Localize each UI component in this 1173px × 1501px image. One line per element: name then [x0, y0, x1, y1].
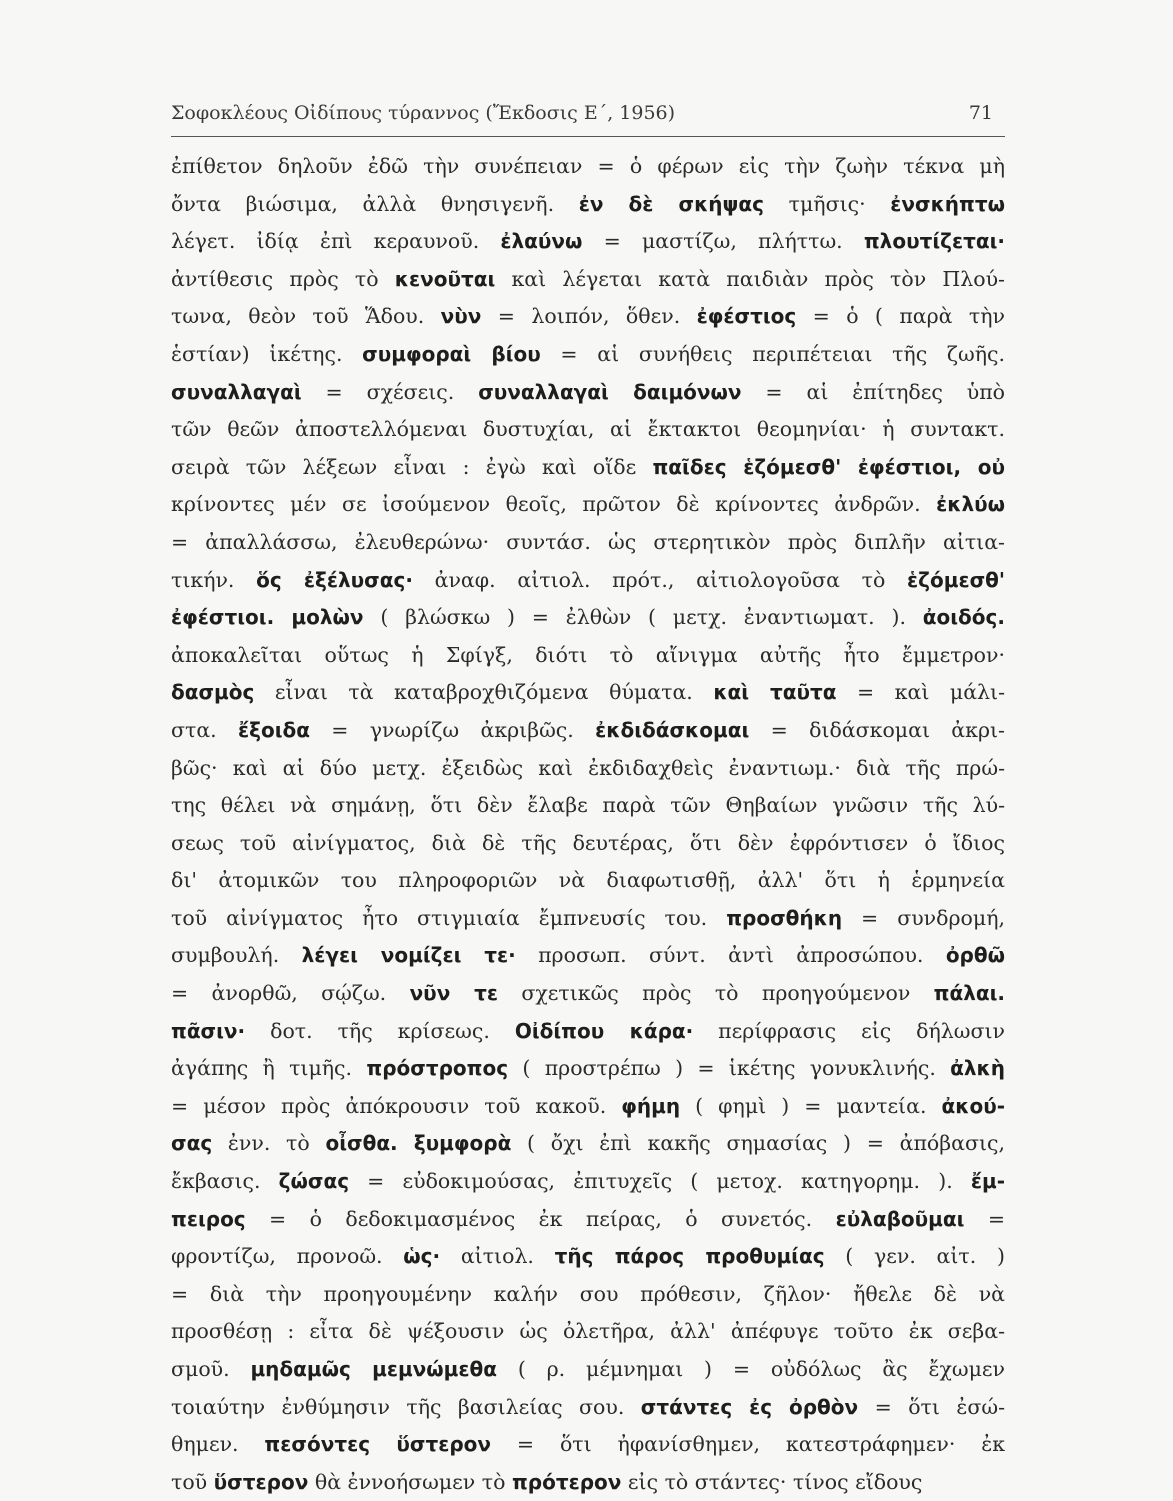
- gloss-text: = γνωρίζω ἀκριβῶς.: [309, 717, 596, 742]
- gloss-text: ἀναφ. αἰτιολ. πρότ., αἰτιολογοῦσα τὸ: [412, 567, 908, 592]
- text-line: [171, 186, 1005, 224]
- lemma-term: στάντες ἐς ὀρθὸν: [640, 1394, 859, 1419]
- lemma-term: ἀοιδός.: [922, 605, 1005, 630]
- gloss-text: λέγετ. ἰδίᾳ ἐπὶ κεραυνοῦ.: [171, 229, 501, 254]
- text-line: [171, 787, 1005, 825]
- lemma-term: ἀλκὴ: [950, 1056, 1005, 1081]
- text-line: [171, 449, 1005, 487]
- gloss-text: εἶναι τὰ καταβροχθιζόμενα θύματα.: [254, 680, 714, 705]
- lemma-term: ὅς ἐξέλυσας·: [256, 567, 413, 592]
- lemma-term: Οἰδίπου κάρα·: [514, 1018, 694, 1043]
- gloss-text: σεως τοῦ αἰνίγματος, διὰ δὲ τῆς δευτέρας, ὅτι δὲν ἐφρόντισεν ὁ ἴδιος: [171, 830, 1005, 855]
- lemma-term: νὺν: [440, 304, 482, 329]
- gloss-text: τῶν θεῶν ἀποστελλόμεναι δυστυχίαι, αἱ ἔκτακτοι θεομηνίαι· ἡ συντακτ.: [171, 417, 1005, 442]
- text-line: [171, 298, 1005, 336]
- text-line: [171, 1125, 1005, 1163]
- lemma-term: καὶ ταῦτα: [713, 680, 837, 705]
- gloss-text: ὄντα βιώσιμα, ἀλλὰ θνησιγενῆ.: [171, 191, 579, 216]
- text-line: [171, 674, 1005, 712]
- text-line: [171, 1426, 1005, 1464]
- text-line: [171, 336, 1005, 374]
- lemma-term: ἀκού-: [941, 1093, 1005, 1118]
- gloss-text: τωνα, θεὸν τοῦ Ἅδου.: [171, 304, 441, 329]
- lemma-term: ἑζόμεσθ': [907, 567, 1005, 592]
- lemma-term: λέγει νομίζει τε·: [301, 943, 516, 968]
- gloss-text: = ὁ ( παρὰ τὴν: [796, 304, 1005, 329]
- lemma-term: προσθήκη: [726, 905, 843, 930]
- lemma-term: ἐν δὲ σκήψας: [578, 191, 765, 216]
- text-line: [171, 1163, 1005, 1201]
- lemma-term: παῖδες ἑζόμεσθ' ἐφέστιοι, οὐ: [652, 454, 1005, 479]
- text-line: [171, 825, 1005, 863]
- lemma-term: ἔξοιδα: [238, 717, 310, 742]
- lemma-term: φήμη: [621, 1093, 681, 1118]
- text-line: [171, 862, 1005, 900]
- text-line: [171, 562, 1005, 600]
- gloss-text: = εὐδοκιμούσας, ἐπιτυχεῖς ( μετοχ. κατηγορημ. ).: [349, 1169, 971, 1194]
- gloss-text: ( ὄχι ἐπὶ κακῆς σημασίας ) = ἀπόβασις,: [511, 1131, 1005, 1156]
- lemma-term: πρόστροπος: [366, 1056, 509, 1081]
- gloss-text: ἐνν. τὸ: [212, 1131, 326, 1156]
- lemma-term: ἐκδιδάσκομαι: [595, 717, 750, 742]
- gloss-text: = αἱ ἐπίτηδες ὑπὸ: [741, 379, 1005, 404]
- lemma-term: συμφοραὶ βίου: [362, 341, 541, 366]
- gloss-text: ἑστίαν) ἱκέτης.: [171, 341, 363, 366]
- gloss-text: εἰς τὸ στάντες· τίνος εἴδους: [621, 1469, 923, 1494]
- gloss-text: ( φημὶ ) = μαντεία.: [680, 1093, 942, 1118]
- text-line: [171, 1238, 1005, 1276]
- text-line: [171, 1276, 1005, 1314]
- text-line: [171, 411, 1005, 449]
- gloss-text: = σχέσεις.: [301, 379, 479, 404]
- gloss-text: ( προστρέπω ) = ἱκέτης γονυκλινής.: [508, 1056, 951, 1081]
- gloss-text: καὶ λέγεται κατὰ παιδιὰν πρὸς τὸν Πλού-: [495, 266, 1005, 291]
- lemma-term: εὐλαβοῦμαι: [835, 1206, 965, 1231]
- text-line: [171, 975, 1005, 1013]
- gloss-text: = ὁ δεδοκιμασμένος ἐκ πείρας, ὁ συνετός.: [245, 1206, 836, 1231]
- text-line: [171, 486, 1005, 524]
- gloss-text: ( ρ. μέμνημαι ) = οὐδόλως ἂς ἔχωμεν: [497, 1357, 1005, 1381]
- text-line: [171, 223, 1005, 261]
- gloss-text: δοτ. τῆς κρίσεως.: [245, 1018, 515, 1043]
- gloss-text: ἔκβασις.: [171, 1169, 279, 1194]
- gloss-text: αἰτιολ.: [440, 1244, 555, 1269]
- gloss-text: της θέλει νὰ σημάνῃ, ὅτι δὲν ἔλαβε παρὰ τῶν Θηβαίων γνῶσιν τῆς λύ-: [171, 793, 1005, 818]
- gloss-text: = ὅτι ἠφανίσθημεν, κατεστράφημεν· ἐκ: [491, 1432, 1005, 1457]
- gloss-text: ἀγάπης ἢ τιμῆς.: [171, 1056, 367, 1081]
- gloss-text: τοιαύτην ἐνθύμησιν τῆς βασιλείας σου.: [171, 1394, 641, 1419]
- gloss-text: σχετικῶς πρὸς τὸ προηγούμενον: [498, 981, 934, 1006]
- text-line: [171, 750, 1005, 788]
- lemma-term: ὀρθῶ: [945, 943, 1005, 968]
- gloss-text: = ἀπαλλάσσω, ἐλευθερώνω· συντάσ. ὡς στερητικὸν πρὸς διπλῆν αἰτια-: [171, 529, 1005, 554]
- lemma-term: ἔμ-: [970, 1169, 1005, 1194]
- text-line: [171, 374, 1005, 412]
- gloss-text: = μέσον πρὸς ἀπόκρουσιν τοῦ κακοῦ.: [171, 1093, 622, 1118]
- lemma-term: ἐφέστιοι. μολὼν: [171, 605, 364, 630]
- lemma-term: πάλαι.: [933, 981, 1005, 1006]
- gloss-text: τοῦ αἰνίγματος ἦτο στιγμιαία ἔμπνευσίς του.: [171, 905, 727, 930]
- gloss-text: περίφρασις εἰς δήλωσιν: [693, 1018, 1005, 1043]
- gloss-text: ( γεν. αἰτ. ): [824, 1244, 1005, 1269]
- gloss-text: τοῦ: [171, 1469, 214, 1494]
- gloss-text: = ἀνορθῶ, σῴζω.: [171, 981, 410, 1006]
- text-line: [171, 148, 1005, 186]
- gloss-text: προσωπ. σύντ. ἀντὶ ἀπροσώπου.: [515, 943, 946, 968]
- gloss-text: =: [964, 1206, 1005, 1231]
- gloss-text: = λοιπόν, ὅθεν.: [481, 304, 697, 329]
- gloss-text: = καὶ μάλι-: [836, 680, 1005, 705]
- gloss-text: τικήν.: [171, 567, 257, 592]
- gloss-text: βῶς· καὶ αἱ δύο μετχ. ἐξειδὼς καὶ ἐκδιδαχθεὶς ἐναντιωμ.· διὰ τῆς πρώ-: [171, 755, 1005, 780]
- text-line: [171, 900, 1005, 938]
- text-line: [171, 937, 1005, 975]
- gloss-text: θὰ ἐννοήσωμεν τὸ: [308, 1469, 512, 1494]
- text-line: [171, 1201, 1005, 1239]
- gloss-text: σειρὰ τῶν λέξεων εἶναι : ἐγὼ καὶ οἵδε: [171, 454, 653, 479]
- gloss-text: ( βλώσκω ) = ἐλθὼν ( μετχ. ἐναντιωματ. ).: [363, 605, 923, 630]
- gloss-text: σμοῦ.: [171, 1357, 251, 1381]
- lemma-term: πεσόντες ὕστερον: [264, 1432, 492, 1457]
- text-line: [171, 1464, 1005, 1501]
- lemma-term: πρότερον: [511, 1469, 622, 1494]
- text-line: [171, 261, 1005, 299]
- lemma-term: πᾶσιν·: [171, 1018, 246, 1043]
- gloss-text: προσθέσῃ : εἶτα δὲ ψέξουσιν ὡς ὀλετῆρα, ἀλλ' ἀπέφυγε τοῦτο ἐκ σεβα-: [171, 1319, 1005, 1344]
- gloss-text: συμβουλή.: [171, 943, 302, 968]
- lemma-term: ὡς·: [403, 1244, 441, 1269]
- lemma-term: συναλλαγαὶ δαιμόνων: [478, 379, 742, 404]
- text-line: [171, 1313, 1005, 1351]
- gloss-text: ἀντίθεσις πρὸς τὸ: [171, 266, 395, 291]
- header-rule: [171, 136, 1005, 137]
- gloss-text: = αἱ συνήθεις περιπέτειαι τῆς ζωῆς.: [540, 341, 1005, 366]
- lemma-term: ἐφέστιος: [696, 304, 797, 329]
- gloss-text: φροντίζω, προνοῶ.: [171, 1244, 404, 1269]
- running-header: [171, 102, 1005, 132]
- gloss-text: = διδάσκομαι ἀκρι-: [749, 717, 1005, 742]
- lemma-term: μηδαμῶς μεμνώμεθα: [250, 1357, 498, 1381]
- gloss-text: δι' ἀτομικῶν του πληροφοριῶν νὰ διαφωτισθῇ, ἀλλ' ὅτι ἡ ἑρμηνεία: [171, 868, 1005, 893]
- lemma-term: ἐνσκήπτω: [890, 191, 1005, 216]
- lemma-term: ζώσας: [278, 1169, 350, 1194]
- gloss-text: ἐπίθετον δηλοῦν ἐδῶ τὴν συνέπειαν = ὁ φέρων εἰς τὴν ζωὴν τέκνα μὴ: [171, 154, 1005, 178]
- gloss-text: = διὰ τὴν προηγουμένην καλήν σου πρόθεσιν, ζῆλον· ἤθελε δὲ νὰ: [171, 1281, 1005, 1306]
- gloss-text: = ὅτι ἐσώ-: [858, 1394, 1005, 1419]
- running-title: Σοφοκλέους Οἰδίπους τύραννος (Ἔκδοσις Ε΄, 1956): [171, 102, 676, 124]
- text-line: [171, 599, 1005, 637]
- lemma-term: ὕστερον: [213, 1469, 309, 1494]
- text-line: [171, 1013, 1005, 1051]
- gloss-text: ἀποκαλεῖται οὕτως ἡ Σφίγξ, διότι τὸ αἴνιγμα αὐτῆς ἦτο ἔμμετρον·: [171, 642, 1005, 667]
- gloss-text: τμῆσις·: [764, 191, 891, 216]
- text-line: [171, 1088, 1005, 1126]
- lemma-term: σας: [171, 1131, 213, 1156]
- text-line: [171, 1050, 1005, 1088]
- lemma-term: συναλλαγαὶ: [171, 379, 302, 404]
- lemma-term: πειρος: [171, 1206, 246, 1231]
- lemma-term: ἐλαύνω: [500, 229, 583, 254]
- text-line: [171, 712, 1005, 750]
- text-line: [171, 1389, 1005, 1427]
- text-line: [171, 637, 1005, 675]
- page-number: 71: [968, 102, 993, 124]
- lemma-term: πλουτίζεται·: [863, 229, 1005, 254]
- lemma-term: κενοῦται: [394, 266, 496, 291]
- gloss-text: θημεν.: [171, 1432, 265, 1457]
- text-line: [171, 524, 1005, 562]
- commentary-text: [171, 148, 1005, 1501]
- text-line: [171, 1351, 1005, 1389]
- gloss-text: κρίνοντες μέν σε ἰσούμενον θεοῖς, πρῶτον δὲ κρίνοντες ἀνδρῶν.: [171, 492, 937, 517]
- lemma-term: ἐκλύω: [936, 492, 1005, 517]
- lemma-term: δασμὸς: [171, 680, 255, 705]
- lemma-term: τῆς πάρος προθυμίας: [554, 1244, 825, 1269]
- lemma-term: οἶσθα. ξυμφορὰ: [325, 1131, 512, 1156]
- gloss-text: = συνδρομή,: [842, 905, 1005, 930]
- gloss-text: = μαστίζω, πλήττω.: [582, 229, 864, 254]
- gloss-text: στα.: [171, 717, 239, 742]
- lemma-term: νῦν τε: [409, 981, 499, 1006]
